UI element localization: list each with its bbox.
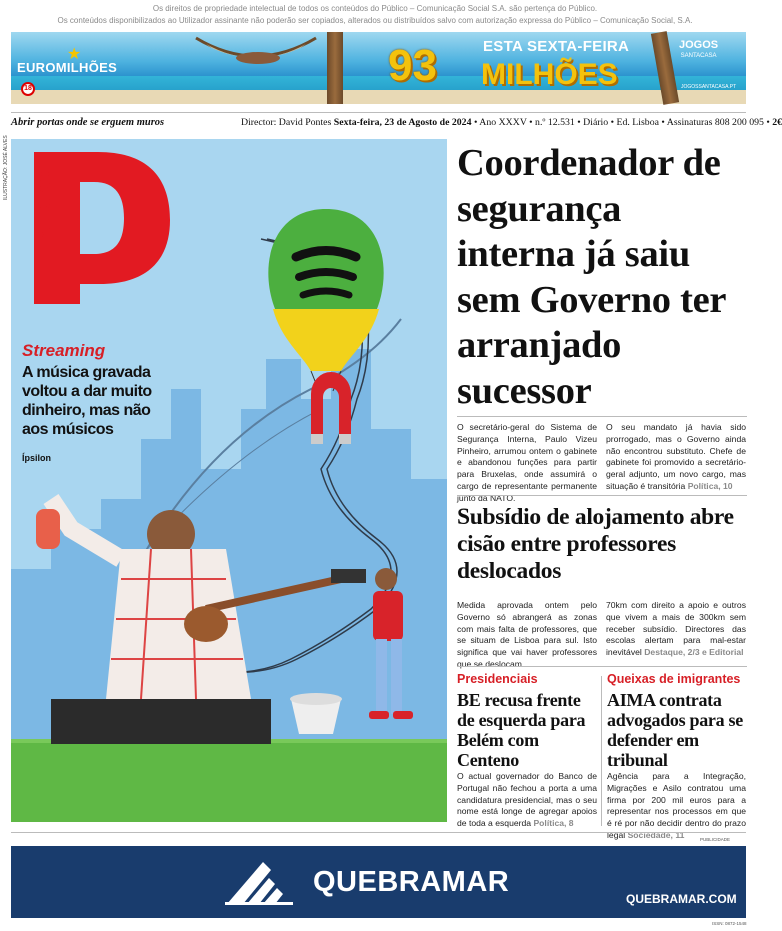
euromilhoes-banner-ad[interactable]: [11, 32, 746, 104]
star-icon: ★: [67, 46, 82, 63]
publico-logo-word: Público: [30, 170, 55, 245]
draw-day: ESTA SEXTA-FEIRA: [483, 38, 630, 55]
second-headline[interactable]: Subsídio de alojamento abre cisão entre professores deslocados: [457, 504, 734, 584]
lead-col-2-text: O seu mandato já havia sido prorrogado, mas o Governo ainda não encontrou substituto. Chefe de gabinete foi promovido a secretário-geral adjunto, um novo cargo, mas situação é transitória: [606, 422, 746, 491]
banner-sand: [11, 90, 746, 104]
jackpot-unit: MILHÕES: [481, 58, 618, 91]
sponsor-sub: SANTACASA: [680, 53, 717, 59]
lead-headline[interactable]: Coordenador de segurança interna já saiu sem Governo ter arranjado sucessor: [457, 142, 726, 412]
column-divider: [601, 676, 602, 826]
dateline: [241, 117, 782, 128]
second-col-1: Medida aprovada ontem pelo Governo só abrangerá as zonas com mais falta de professores, que se situam de Lisboa para sul. Isto significa que vai haver professores que se deslocam: [457, 600, 597, 669]
euromilhoes-logo: EUROMILHÕES: [17, 60, 118, 75]
publication-date: Sexta-feira, 23 de Agosto de 2024: [333, 117, 472, 128]
masthead-divider: [11, 112, 746, 113]
jogos-santacasa-logo: [679, 40, 718, 62]
fourth-page-ref[interactable]: Sociedade, 11: [627, 829, 685, 840]
illustration-credit: ILUSTRAÇÃO: JOSÉ ALVES: [3, 135, 9, 200]
third-body: [457, 771, 597, 830]
lead-col-1: O secretário-geral do Sistema de Segurança Interna, Paulo Vizeu Pinheiro, arrumou ontem o gabinete e abandonou funções para partir para Bruxelas, onde assumirá o cargo de representante permanente junto da NATO.: [457, 422, 597, 503]
jackpot-amount: 93: [388, 41, 437, 90]
fourth-headline[interactable]: AIMA contrata advogados para se defender em tribunal: [607, 690, 743, 770]
sponsor-link[interactable]: JOGOSSANTACASA.PT: [681, 84, 737, 90]
ad-brand: QUEBRAMAR: [313, 866, 510, 898]
copyright-line-2: Os conteúdos disponibilizados ao Utilizador assinante não poderão ser copiados, alterados ou distribuídos salvo com autorização expressa do Público – Comunicação Social, S.A.: [57, 16, 693, 25]
fourth-kicker: Queixas de imigrantes: [607, 672, 741, 686]
copyright-line-1: Os direitos de propriedade intelectual de todos os conteúdos do Público – Comunicação Social S.A. são pertença do Público.: [152, 4, 598, 13]
copyright-notice: [0, 3, 750, 27]
ad-url[interactable]: QUEBRAMAR.COM: [626, 892, 737, 906]
bottom-stories-rule: [457, 666, 747, 667]
lead-rule: [457, 416, 747, 417]
fourth-body-text: Agência para a Integração, Migrações e Asilo contratou uma firma por 200 mil euros para a representar nos processos em que é ré por não decidir dentro do prazo legal: [607, 771, 746, 840]
streaming-kicker: Streaming: [22, 341, 106, 360]
quebramar-ad[interactable]: [11, 846, 746, 918]
third-headline[interactable]: BE recusa frente de esquerda para Belém com Centeno: [457, 690, 586, 770]
palm-trunk-left: [327, 32, 343, 104]
issn: ISSN: 0872-1548: [712, 921, 747, 926]
third-kicker: Presidenciais: [457, 672, 538, 686]
third-page-ref[interactable]: Política, 8: [533, 818, 574, 829]
second-col-2: [606, 600, 746, 659]
bin: [290, 693, 342, 734]
second-page-ref[interactable]: Destaque, 2/3 e Editorial: [644, 647, 744, 658]
second-col-2-text: 70km com direito a apoio e outros que vivem a mais de 300km sem receber subsídio. Directores das escolas alertam para mal-estar inevitável: [606, 600, 746, 658]
footer-rule: [11, 832, 746, 833]
streaming-headline[interactable]: A música gravada voltou a dar muito dinheiro, mas não aos músicos: [22, 364, 152, 438]
age-restriction-icon: 18: [21, 82, 35, 96]
second-rule: [457, 495, 747, 496]
hammock-illustration: [196, 34, 316, 74]
quebramar-logo-icon: [223, 858, 295, 906]
issue-info: • Ano XXXV • n.º 12.531 • Diário • Ed. Lisboa • Assinaturas 808 200 095 •: [473, 117, 770, 128]
advertising-label: PUBLICIDADE: [700, 837, 731, 842]
director: Director: David Pontes: [241, 117, 332, 128]
third-body-text: O actual governador do Banco de Portugal não fechou a porta a uma candidatura presidencial, mas o seu nome está longe de agregar apoios de toda a esquerda: [457, 771, 597, 829]
lead-page-ref[interactable]: Política, 10: [687, 480, 733, 491]
slogan: Abrir portas onde se erguem muros: [11, 117, 165, 128]
lead-col-2: [606, 422, 746, 493]
price: 2€: [772, 117, 782, 128]
sponsor-name: JOGOS: [679, 39, 719, 51]
streaming-section: Ípsilon: [22, 453, 51, 463]
